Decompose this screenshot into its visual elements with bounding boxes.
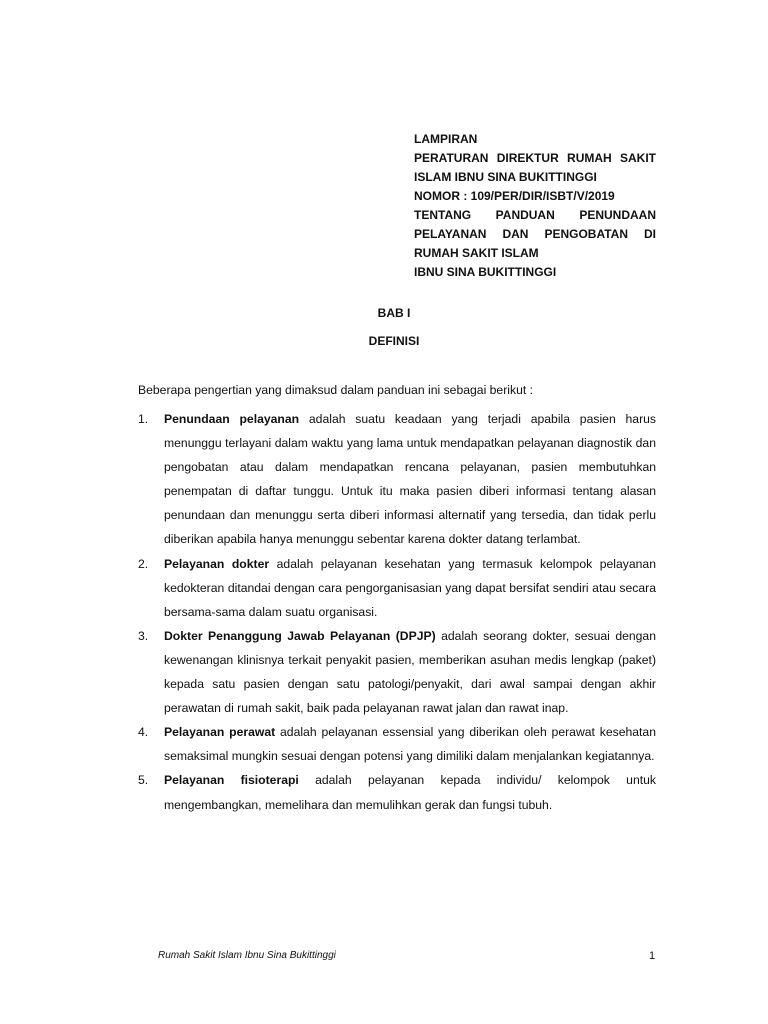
definition-term: Dokter Penanggung Jawab Pelayanan (DPJP) [164,628,436,643]
definition-text: adalah pelayanan essensial yang diberikan oleh perawat kesehatan semaksimal mungkin sesuai dengan potensi yang dimiliki dalam menjalankan kegiatannya. [164,725,656,764]
header-line: IBNU SINA BUKITTINGGI [414,265,557,279]
attachment-header [414,130,656,282]
definition-item [138,768,656,816]
definition-item [138,552,656,624]
definition-text: adalah seorang dokter, sesuai dengan kewenangan klinisnya terkait penyakit pasien, memberikan asuhan medis lengkap (paket) kepada satu pasien dengan satu patologi/penyakit, dari awal sampai dengan akhir perawatan di rumah sakit, baik pada pelayanan rawat jalan dan rawat inap. [164,628,656,716]
definition-text: adalah suatu keadaan yang terjadi apabila pasien harus menunggu terlayani dalam waktu yang lama untuk mendapatkan pelayanan diagnostik dan pengobatan atau dalam mendapatkan rencana pelayanan, pasien membutuhkan penempatan di daftar tunggu. Untuk itu maka pasien diberi informasi tentang alasan penundaan dan menunggu serta diberi informasi alternatif yang tersedia, dan tidak perlu diberikan apabila hanya menunggu sebentar karena dokter datang terlambat. [164,412,657,547]
definition-number: 1. [138,412,149,426]
definition-item [138,720,656,768]
chapter-title: DEFINISI [368,334,420,348]
definition-number: 5. [138,773,149,788]
footer-hospital-name: Rumah Sakit Islam Ibnu Sina Bukittinggi [158,950,336,961]
definition-number: 4. [138,725,149,740]
header-line: PELAYANAN DAN PENGOBATAN DI [414,227,656,241]
header-line: PERATURAN DIREKTUR RUMAH SAKIT [414,151,656,165]
header-line: ISLAM IBNU SINA BUKITTINGGI [414,170,597,184]
definition-term: Pelayanan dokter [164,556,270,571]
definition-term: Pelayanan perawat [164,725,276,740]
intro-paragraph: Beberapa pengertian yang dimaksud dalam panduan ini sebagai berikut : [138,383,534,397]
definition-number: 2. [138,556,149,571]
header-line: RUMAH SAKIT ISLAM [414,246,539,260]
definition-item [138,624,656,720]
header-line: TENTANG PANDUAN PENUNDAAN [414,208,656,222]
definition-term: Pelayanan fisioterapi [164,773,299,788]
header-line: LAMPIRAN [414,132,478,146]
definition-text: adalah pelayanan kesehatan yang termasuk kelompok pelayanan kedokteran ditandai dengan cara pengorganisasian yang dapat bersifat sendiri atau secara bersama-sama dalam suatu organisasi. [164,556,656,619]
header-line: NOMOR : 109/PER/DIR/ISBT/V/2019 [414,189,615,203]
chapter-number: BAB I [377,306,411,320]
page-number: 1 [649,950,656,962]
definition-list [138,407,656,817]
definition-number: 3. [138,628,149,643]
definition-text: adalah pelayanan kepada individu/ kelompok untuk mengembangkan, memelihara dan memulihkan gerak dan fungsi tubuh. [164,773,656,812]
definition-term: Penundaan pelayanan [164,412,300,426]
definition-item [138,407,656,552]
